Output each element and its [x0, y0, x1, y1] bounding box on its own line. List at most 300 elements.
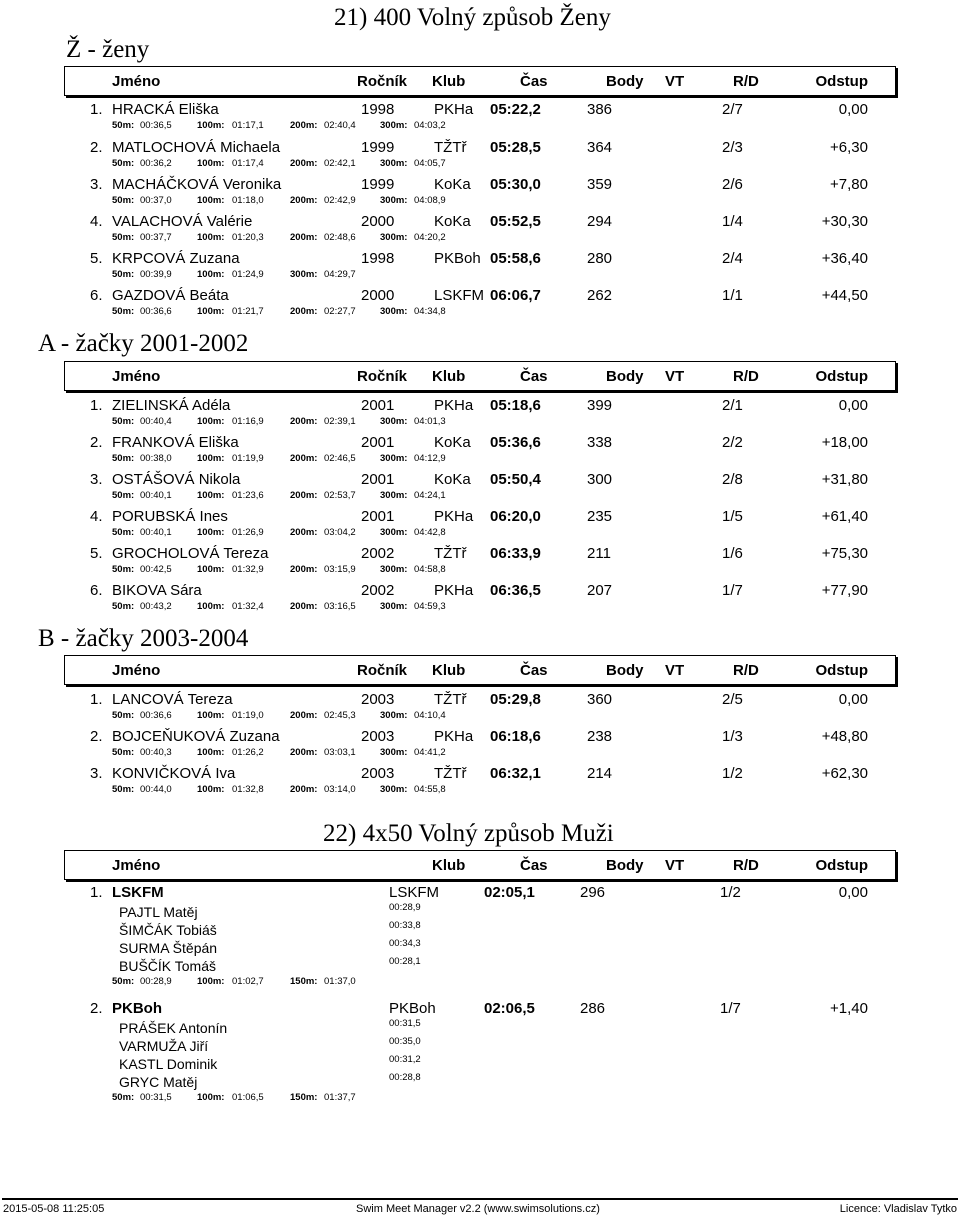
split-label: 50m: [112, 710, 135, 721]
time-difference: +31,80 [821, 471, 868, 488]
final-time: 02:05,1 [484, 884, 535, 901]
time-difference: 0,00 [838, 691, 868, 708]
final-time: 06:06,7 [490, 287, 541, 304]
heat-lane: 1/7 [720, 1000, 741, 1017]
header-rd: R/D [733, 368, 759, 385]
heat-lane: 2/6 [722, 176, 743, 193]
points: 262 [587, 287, 613, 304]
relay-swimmer-name: BUŠČÍK Tomáš [119, 958, 216, 974]
heat-lane: 2/7 [722, 101, 743, 118]
relay-leg-time: 00:28,1 [389, 956, 421, 967]
split-time: 04:29,7 [324, 269, 356, 280]
relay-swimmer-name: PRÁŠEK Antonín [119, 1020, 228, 1036]
split-label: 200m: [290, 564, 318, 575]
heat-lane: 1/7 [722, 582, 743, 599]
split-label: 100m: [197, 195, 225, 206]
split-label: 300m: [380, 306, 408, 317]
split-label: 100m: [197, 306, 225, 317]
club-code: TŽTř [434, 765, 467, 782]
points: 294 [587, 213, 613, 230]
split-time: 02:45,3 [324, 710, 356, 721]
split-time: 01:24,9 [232, 269, 264, 280]
swimmer-name: ZIELINSKÁ Adéla [112, 397, 231, 414]
footer-licence: Licence: Vladislav Tytko [839, 1203, 957, 1215]
split-label: 100m: [197, 527, 225, 538]
final-time: 06:33,9 [490, 545, 541, 562]
result-place: 5. [90, 250, 103, 267]
header-club: Klub [432, 73, 466, 90]
split-label: 100m: [197, 120, 225, 131]
result-place: 2. [90, 434, 103, 451]
header-year: Ročník [357, 662, 408, 679]
split-label: 100m: [197, 453, 225, 464]
result-place: 5. [90, 545, 103, 562]
heat-lane: 1/5 [722, 508, 743, 525]
club-code: PKHa [434, 101, 474, 118]
time-difference: 0,00 [838, 397, 868, 414]
split-time: 03:03,1 [324, 747, 356, 758]
heat-lane: 2/3 [722, 139, 743, 156]
split-label: 50m: [112, 269, 135, 280]
split-label: 200m: [290, 195, 318, 206]
time-difference: +30,30 [821, 213, 868, 230]
club-code: PKHa [434, 508, 474, 525]
swimmer-name: MACHÁČKOVÁ Veronika [112, 176, 282, 193]
header-points: Body [606, 662, 644, 679]
result-place: 6. [90, 582, 103, 599]
points: 359 [587, 176, 613, 193]
heat-lane: 1/6 [722, 545, 743, 562]
split-time: 01:17,4 [232, 158, 264, 169]
split-time: 02:42,9 [324, 195, 356, 206]
split-label: 50m: [112, 306, 135, 317]
column-header-bar [64, 850, 896, 880]
header-year: Ročník [357, 368, 408, 385]
relay-team-name: LSKFM [112, 884, 164, 901]
split-time: 00:40,1 [140, 527, 172, 538]
split-label: 300m: [290, 269, 318, 280]
time-difference: +48,80 [821, 728, 868, 745]
time-difference: +62,30 [821, 765, 868, 782]
split-label: 200m: [290, 120, 318, 131]
club-code: PKHa [434, 728, 474, 745]
split-time: 00:39,9 [140, 269, 172, 280]
relay-swimmer-name: PAJTL Matěj [119, 904, 198, 920]
swimmer-name: KRPCOVÁ Zuzana [112, 250, 240, 267]
split-label: 300m: [380, 416, 408, 427]
header-points: Body [606, 368, 644, 385]
split-label: 300m: [380, 158, 408, 169]
heat-lane: 2/2 [722, 434, 743, 451]
result-place: 3. [90, 176, 103, 193]
relay-team-name: PKBoh [112, 1000, 162, 1017]
split-label: 150m: [290, 1092, 318, 1103]
birth-year: 2001 [361, 397, 395, 414]
result-place: 2. [90, 139, 103, 156]
swimmer-name: KONVIČKOVÁ Iva [112, 765, 236, 782]
heat-lane: 1/2 [720, 884, 741, 901]
header-club: Klub [432, 857, 466, 874]
birth-year: 1998 [361, 250, 395, 267]
split-label: 200m: [290, 710, 318, 721]
swimmer-name: VALACHOVÁ Valérie [112, 213, 253, 230]
split-time: 01:32,8 [232, 784, 264, 795]
swimmer-name: GAZDOVÁ Beáta [112, 287, 229, 304]
header-time: Čas [520, 662, 548, 679]
club-code: KoKa [434, 213, 471, 230]
header-vt: VT [665, 857, 685, 874]
relay-swimmer-name: SURMA Štěpán [119, 940, 218, 956]
split-label: 300m: [380, 784, 408, 795]
time-difference: +6,30 [830, 139, 868, 156]
split-label: 200m: [290, 490, 318, 501]
birth-year: 2002 [361, 545, 395, 562]
split-time: 00:40,3 [140, 747, 172, 758]
club-code: PKBoh [389, 1000, 436, 1017]
final-time: 06:36,5 [490, 582, 541, 599]
split-time: 03:14,0 [324, 784, 356, 795]
split-label: 50m: [112, 490, 135, 501]
club-code: PKHa [434, 582, 474, 599]
split-label: 300m: [380, 710, 408, 721]
split-time: 02:46,5 [324, 453, 356, 464]
swimmer-name: FRANKOVÁ Eliška [112, 434, 239, 451]
result-place: 4. [90, 508, 103, 525]
split-time: 00:37,0 [140, 195, 172, 206]
birth-year: 2003 [361, 691, 395, 708]
split-time: 01:06,5 [232, 1092, 264, 1103]
final-time: 05:18,6 [490, 397, 541, 414]
club-code: KoKa [434, 176, 471, 193]
final-time: 05:52,5 [490, 213, 541, 230]
column-header-bar [64, 655, 896, 685]
split-label: 100m: [197, 232, 225, 243]
time-difference: +36,40 [821, 250, 868, 267]
split-time: 00:40,1 [140, 490, 172, 501]
header-club: Klub [432, 368, 466, 385]
split-label: 100m: [197, 269, 225, 280]
column-header-bar [64, 361, 896, 391]
points: 211 [587, 545, 611, 562]
header-time: Čas [520, 857, 548, 874]
time-difference: +1,40 [830, 1000, 868, 1017]
header-club: Klub [432, 662, 466, 679]
club-code: PKBoh [434, 250, 481, 267]
result-place: 2. [90, 728, 103, 745]
event-21-title: 21) 400 Volný způsob Ženy [334, 4, 611, 31]
result-place: 3. [90, 765, 103, 782]
split-time: 00:44,0 [140, 784, 172, 795]
points: 280 [587, 250, 613, 267]
split-time: 01:23,6 [232, 490, 264, 501]
split-time: 01:18,0 [232, 195, 264, 206]
swimmer-name: LANCOVÁ Tereza [112, 691, 233, 708]
heat-lane: 2/4 [722, 250, 743, 267]
split-time: 00:38,0 [140, 453, 172, 464]
time-difference: +77,90 [821, 582, 868, 599]
heat-lane: 2/1 [722, 397, 743, 414]
split-time: 01:37,7 [324, 1092, 356, 1103]
header-points: Body [606, 857, 644, 874]
split-label: 100m: [197, 784, 225, 795]
split-time: 04:42,8 [414, 527, 446, 538]
column-header-bar [64, 66, 896, 96]
split-label: 50m: [112, 158, 135, 169]
split-label: 200m: [290, 453, 318, 464]
club-code: TŽTř [434, 139, 467, 156]
split-label: 300m: [380, 527, 408, 538]
split-time: 04:34,8 [414, 306, 446, 317]
birth-year: 2003 [361, 728, 395, 745]
relay-swimmer-name: ŠIMČÁK Tobiáš [119, 922, 217, 938]
swimmer-name: BOJCEŇUKOVÁ Zuzana [112, 728, 280, 745]
split-time: 02:48,6 [324, 232, 356, 243]
header-name: Jméno [112, 662, 161, 679]
split-time: 01:16,9 [232, 416, 264, 427]
swimmer-name: OSTÁŠOVÁ Nikola [112, 471, 241, 488]
split-time: 04:20,2 [414, 232, 446, 243]
relay-leg-time: 00:35,0 [389, 1036, 421, 1047]
split-time: 00:37,7 [140, 232, 172, 243]
split-label: 200m: [290, 416, 318, 427]
birth-year: 2001 [361, 434, 395, 451]
split-time: 04:59,3 [414, 601, 446, 612]
relay-leg-time: 00:31,2 [389, 1054, 421, 1065]
split-time: 01:02,7 [232, 976, 264, 987]
points: 360 [587, 691, 613, 708]
split-label: 300m: [380, 453, 408, 464]
time-difference: +18,00 [821, 434, 868, 451]
split-time: 03:04,2 [324, 527, 356, 538]
time-difference: +75,30 [821, 545, 868, 562]
split-time: 01:19,9 [232, 453, 264, 464]
split-time: 04:58,8 [414, 564, 446, 575]
split-label: 300m: [380, 564, 408, 575]
split-label: 300m: [380, 601, 408, 612]
birth-year: 2001 [361, 471, 395, 488]
club-code: KoKa [434, 471, 471, 488]
heat-lane: 1/2 [722, 765, 743, 782]
swimmer-name: PORUBSKÁ Ines [112, 508, 228, 525]
split-time: 00:28,9 [140, 976, 172, 987]
result-place: 1. [90, 397, 103, 414]
birth-year: 2003 [361, 765, 395, 782]
points: 235 [587, 508, 613, 525]
split-time: 01:37,0 [324, 976, 356, 987]
footer-divider [2, 1198, 958, 1200]
header-diff: Odstup [815, 662, 868, 679]
split-time: 02:39,1 [324, 416, 356, 427]
split-time: 04:08,9 [414, 195, 446, 206]
points: 338 [587, 434, 613, 451]
club-code: LSKFM [434, 287, 485, 304]
split-time: 01:17,1 [232, 120, 264, 131]
split-time: 03:16,5 [324, 601, 356, 612]
final-time: 05:22,2 [490, 101, 541, 118]
relay-leg-time: 00:28,8 [389, 1072, 421, 1083]
result-place: 4. [90, 213, 103, 230]
category-title: B - žačky 2003-2004 [38, 625, 249, 652]
split-label: 50m: [112, 747, 135, 758]
split-label: 50m: [112, 976, 135, 987]
club-code: PKHa [434, 397, 474, 414]
split-time: 01:32,9 [232, 564, 264, 575]
split-time: 01:19,0 [232, 710, 264, 721]
final-time: 05:50,4 [490, 471, 541, 488]
birth-year: 2000 [361, 287, 395, 304]
split-label: 100m: [197, 601, 225, 612]
split-time: 00:31,5 [140, 1092, 172, 1103]
birth-year: 1999 [361, 176, 395, 193]
split-label: 100m: [197, 490, 225, 501]
header-time: Čas [520, 368, 548, 385]
split-label: 150m: [290, 976, 318, 987]
header-vt: VT [665, 73, 685, 90]
split-label: 300m: [380, 490, 408, 501]
split-label: 100m: [197, 1092, 225, 1103]
points: 238 [587, 728, 613, 745]
relay-leg-time: 00:31,5 [389, 1018, 421, 1029]
time-difference: +44,50 [821, 287, 868, 304]
result-place: 3. [90, 471, 103, 488]
points: 386 [587, 101, 613, 118]
club-code: TŽTř [434, 691, 467, 708]
header-time: Čas [520, 73, 548, 90]
split-time: 02:53,7 [324, 490, 356, 501]
split-label: 50m: [112, 784, 135, 795]
result-place: 6. [90, 287, 103, 304]
final-time: 02:06,5 [484, 1000, 535, 1017]
final-time: 05:58,6 [490, 250, 541, 267]
split-time: 04:55,8 [414, 784, 446, 795]
heat-lane: 2/8 [722, 471, 743, 488]
split-time: 00:36,2 [140, 158, 172, 169]
header-name: Jméno [112, 73, 161, 90]
split-time: 04:01,3 [414, 416, 446, 427]
event-22-title: 22) 4x50 Volný způsob Muži [323, 820, 614, 847]
split-label: 200m: [290, 158, 318, 169]
relay-swimmer-name: VARMUŽA Jiří [119, 1038, 209, 1054]
points: 286 [580, 1000, 606, 1017]
header-rd: R/D [733, 73, 759, 90]
split-label: 50m: [112, 195, 135, 206]
split-label: 100m: [197, 416, 225, 427]
category-title: Ž - ženy [66, 36, 150, 63]
split-time: 00:42,5 [140, 564, 172, 575]
split-label: 200m: [290, 747, 318, 758]
points: 300 [587, 471, 613, 488]
split-label: 100m: [197, 158, 225, 169]
time-difference: +7,80 [830, 176, 868, 193]
split-label: 50m: [112, 120, 135, 131]
footer-timestamp: 2015-05-08 11:25:05 [3, 1203, 105, 1215]
split-time: 01:32,4 [232, 601, 264, 612]
split-time: 01:26,9 [232, 527, 264, 538]
birth-year: 1999 [361, 139, 395, 156]
birth-year: 2000 [361, 213, 395, 230]
club-code: TŽTř [434, 545, 467, 562]
split-label: 200m: [290, 784, 318, 795]
birth-year: 1998 [361, 101, 395, 118]
split-label: 50m: [112, 527, 135, 538]
final-time: 06:32,1 [490, 765, 541, 782]
heat-lane: 2/5 [722, 691, 743, 708]
final-time: 05:28,5 [490, 139, 541, 156]
heat-lane: 1/1 [722, 287, 743, 304]
header-points: Body [606, 73, 644, 90]
header-diff: Odstup [815, 857, 868, 874]
split-time: 00:43,2 [140, 601, 172, 612]
split-label: 50m: [112, 416, 135, 427]
swimmer-name: HRACKÁ Eliška [112, 101, 219, 118]
split-label: 50m: [112, 453, 135, 464]
split-label: 50m: [112, 601, 135, 612]
split-label: 200m: [290, 232, 318, 243]
club-code: LSKFM [389, 884, 440, 901]
relay-swimmer-name: KASTL Dominik [119, 1056, 218, 1072]
final-time: 05:29,8 [490, 691, 541, 708]
split-time: 00:40,4 [140, 416, 172, 427]
final-time: 05:30,0 [490, 176, 541, 193]
heat-lane: 1/3 [722, 728, 743, 745]
footer-software: Swim Meet Manager v2.2 (www.swimsolutions.cz) [356, 1203, 600, 1215]
split-label: 100m: [197, 710, 225, 721]
split-label: 200m: [290, 601, 318, 612]
swimmer-name: BIKOVA Sára [112, 582, 202, 599]
split-time: 04:12,9 [414, 453, 446, 464]
split-label: 50m: [112, 564, 135, 575]
result-place: 2. [90, 1000, 103, 1017]
split-time: 03:15,9 [324, 564, 356, 575]
split-label: 300m: [380, 195, 408, 206]
split-time: 04:24,1 [414, 490, 446, 501]
header-vt: VT [665, 368, 685, 385]
split-time: 01:21,7 [232, 306, 264, 317]
points: 364 [587, 139, 613, 156]
relay-swimmer-name: GRYC Matěj [119, 1074, 198, 1090]
split-time: 04:03,2 [414, 120, 446, 131]
points: 296 [580, 884, 606, 901]
header-rd: R/D [733, 662, 759, 679]
split-label: 200m: [290, 306, 318, 317]
header-name: Jméno [112, 368, 161, 385]
swimmer-name: MATLOCHOVÁ Michaela [112, 139, 281, 156]
time-difference: 0,00 [838, 101, 868, 118]
result-place: 1. [90, 691, 103, 708]
points: 214 [587, 765, 613, 782]
split-time: 01:20,3 [232, 232, 264, 243]
split-time: 02:27,7 [324, 306, 356, 317]
relay-leg-time: 00:34,3 [389, 938, 421, 949]
header-diff: Odstup [815, 73, 868, 90]
split-label: 300m: [380, 120, 408, 131]
split-label: 50m: [112, 1092, 135, 1103]
time-difference: 0,00 [838, 884, 868, 901]
split-label: 300m: [380, 232, 408, 243]
points: 207 [587, 582, 613, 599]
split-time: 04:05,7 [414, 158, 446, 169]
split-label: 100m: [197, 564, 225, 575]
heat-lane: 1/4 [722, 213, 743, 230]
result-place: 1. [90, 884, 103, 901]
split-label: 200m: [290, 527, 318, 538]
birth-year: 2002 [361, 582, 395, 599]
header-name: Jméno [112, 857, 161, 874]
split-time: 02:40,4 [324, 120, 356, 131]
split-time: 02:42,1 [324, 158, 356, 169]
relay-leg-time: 00:28,9 [389, 902, 421, 913]
header-year: Ročník [357, 73, 408, 90]
